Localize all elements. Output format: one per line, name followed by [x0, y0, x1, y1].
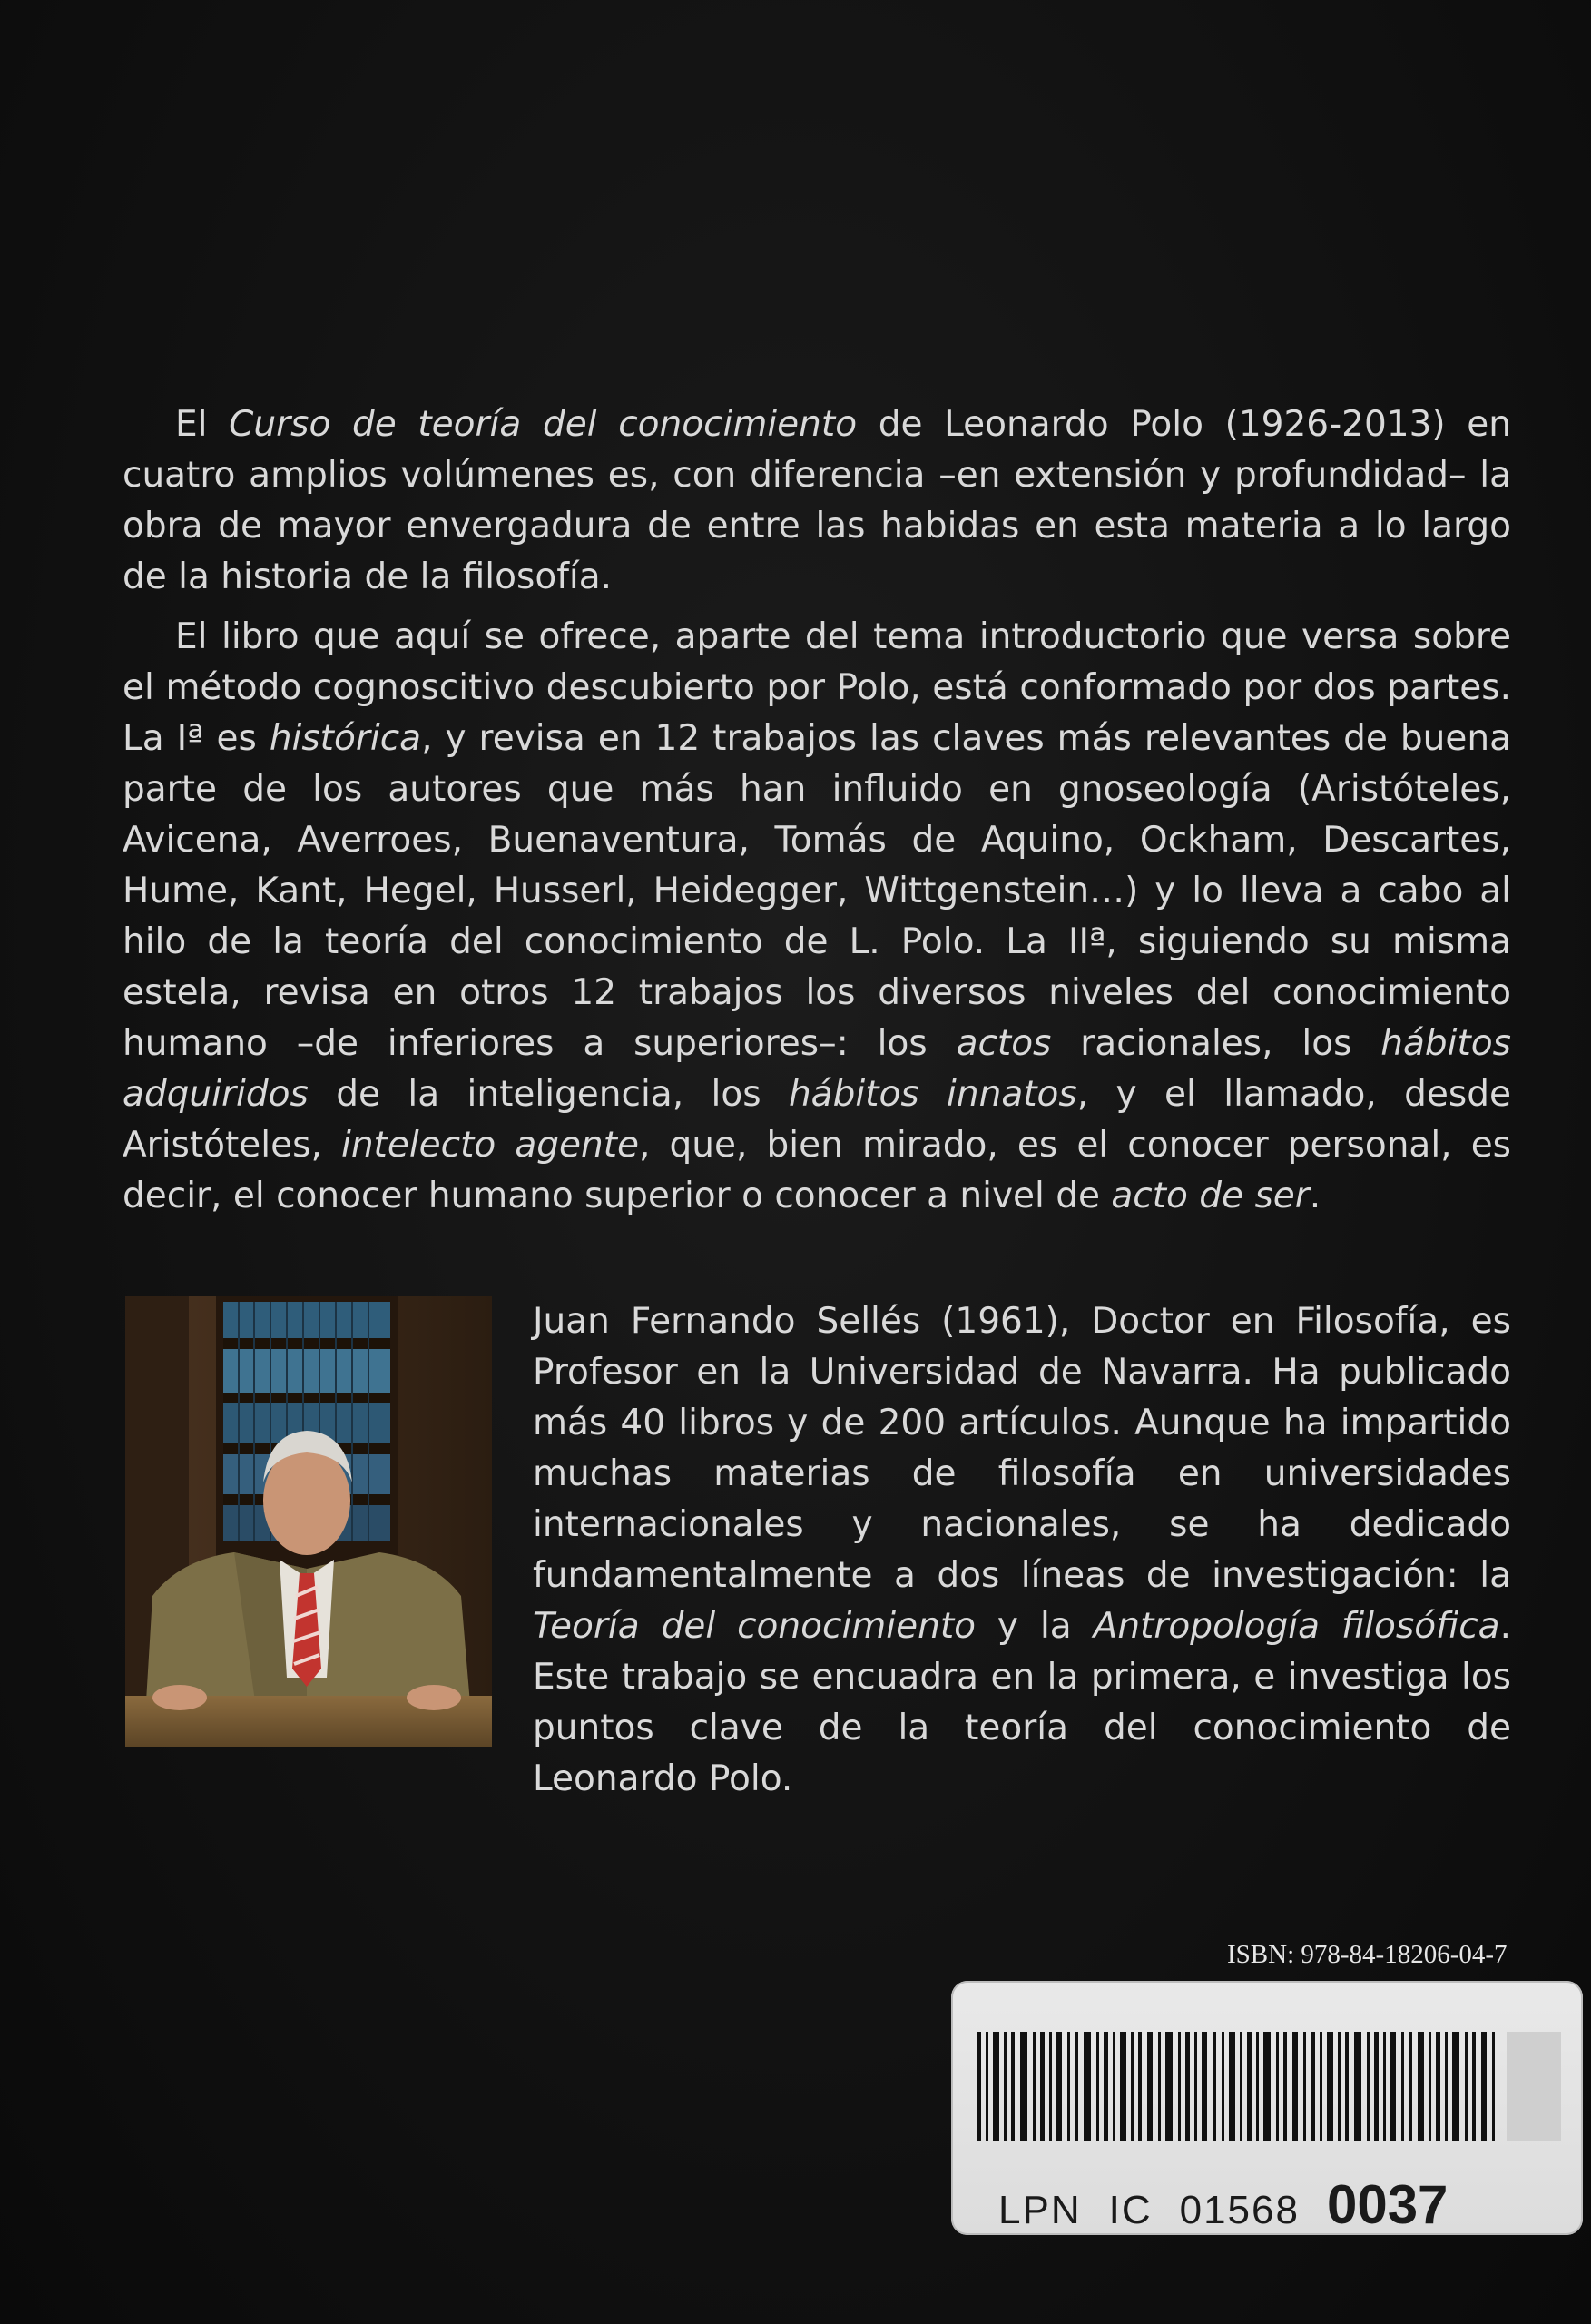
text-run: El libro que aquí se ofrece, aparte del tema introductorio que versa sobre el método cognoscitivo descubierto por Polo, está conformado por dos partes. La Iª es	[123, 616, 1511, 759]
text-run: , que, bien mirado, es el conocer personal, es decir, el conocer humano superior o conocer a nivel de	[123, 1125, 1512, 1216]
text-run: de Leonardo Polo (1926-2013) en cuatro amplios volúmenes es, con diferencia –en extensión y profundidad– la obra de mayor envergadura de entre las habidas en esta materia a lo largo de la historia de la filosofía.	[123, 404, 1512, 597]
italic-run: intelecto agente	[340, 1125, 640, 1166]
italic-run: actos	[956, 1023, 1052, 1064]
synopsis-paragraph-1	[123, 399, 1511, 603]
lpn-ic: IC	[1108, 2188, 1153, 2232]
text-run: de la inteligencia, los	[308, 1074, 789, 1115]
text-run: .	[1309, 1176, 1321, 1216]
italic-run: Antropología filosófica	[1093, 1606, 1500, 1647]
text-run: El	[175, 404, 230, 445]
text-run: y la	[975, 1606, 1094, 1647]
lpn-prefix: LPN	[998, 2188, 1082, 2232]
bio-paragraph	[533, 1296, 1511, 1805]
text-run: . Este trabajo se encuadra en la primera, e investiga los puntos clave de la teoría del conocimiento de Leonardo Polo.	[533, 1606, 1511, 1799]
author-bio	[533, 1296, 1511, 1805]
book-title-italic: Curso de teoría del conocimiento	[229, 404, 858, 445]
italic-run: acto de ser	[1111, 1176, 1310, 1216]
lpn-code-number: 01568	[1179, 2188, 1300, 2232]
italic-run: Teoría del conocimiento	[533, 1606, 976, 1647]
synopsis-paragraph-2	[123, 612, 1511, 1222]
italic-run: histórica	[269, 718, 422, 759]
text-run: racionales, los	[1051, 1023, 1381, 1064]
text-run: Juan Fernando Sellés (1961), Doctor en Filosofía, es Profesor en la Universidad de Navarra. Ha publicado más 40 libros y de 200 artículos. Aunque ha impartido muchas materias de filosofía en universidades internacionales y nacionales, se ha dedicado fundamentalmente a dos líneas de investigación: la	[533, 1301, 1511, 1596]
text-run: , y el llamado, desde Aristóteles,	[123, 1074, 1511, 1166]
author-portrait-image	[125, 1296, 492, 1747]
lpn-code	[998, 2173, 1543, 2236]
author-photo	[125, 1296, 492, 1747]
isbn-label: ISBN: 978-84-18206-04-7	[1227, 1940, 1508, 1969]
text-run: , y revisa en 12 trabajos las claves más relevantes de buena parte de los autores que más han influido en gnoseología (Aristóteles, Avicena, Averroes, Buenaventura, Tomás de Aquino, Ockham, Descartes, Hume, Kant, Hegel, Husserl, Heidegger, Wittgenstein…) y lo lleva a cabo al hilo de la teoría del conocimiento de L. Polo. La IIª, siguiendo su misma estela, revisa en otros 12 trabajos los diversos niveles del conocimiento humano –de inferiores a superiores–: los	[123, 718, 1511, 1064]
italic-run: hábitos adquiridos	[123, 1023, 1511, 1115]
synopsis	[123, 399, 1511, 1231]
lpn-sequence-number: 0037	[1326, 2174, 1449, 2235]
italic-run: hábitos innatos	[788, 1074, 1077, 1115]
